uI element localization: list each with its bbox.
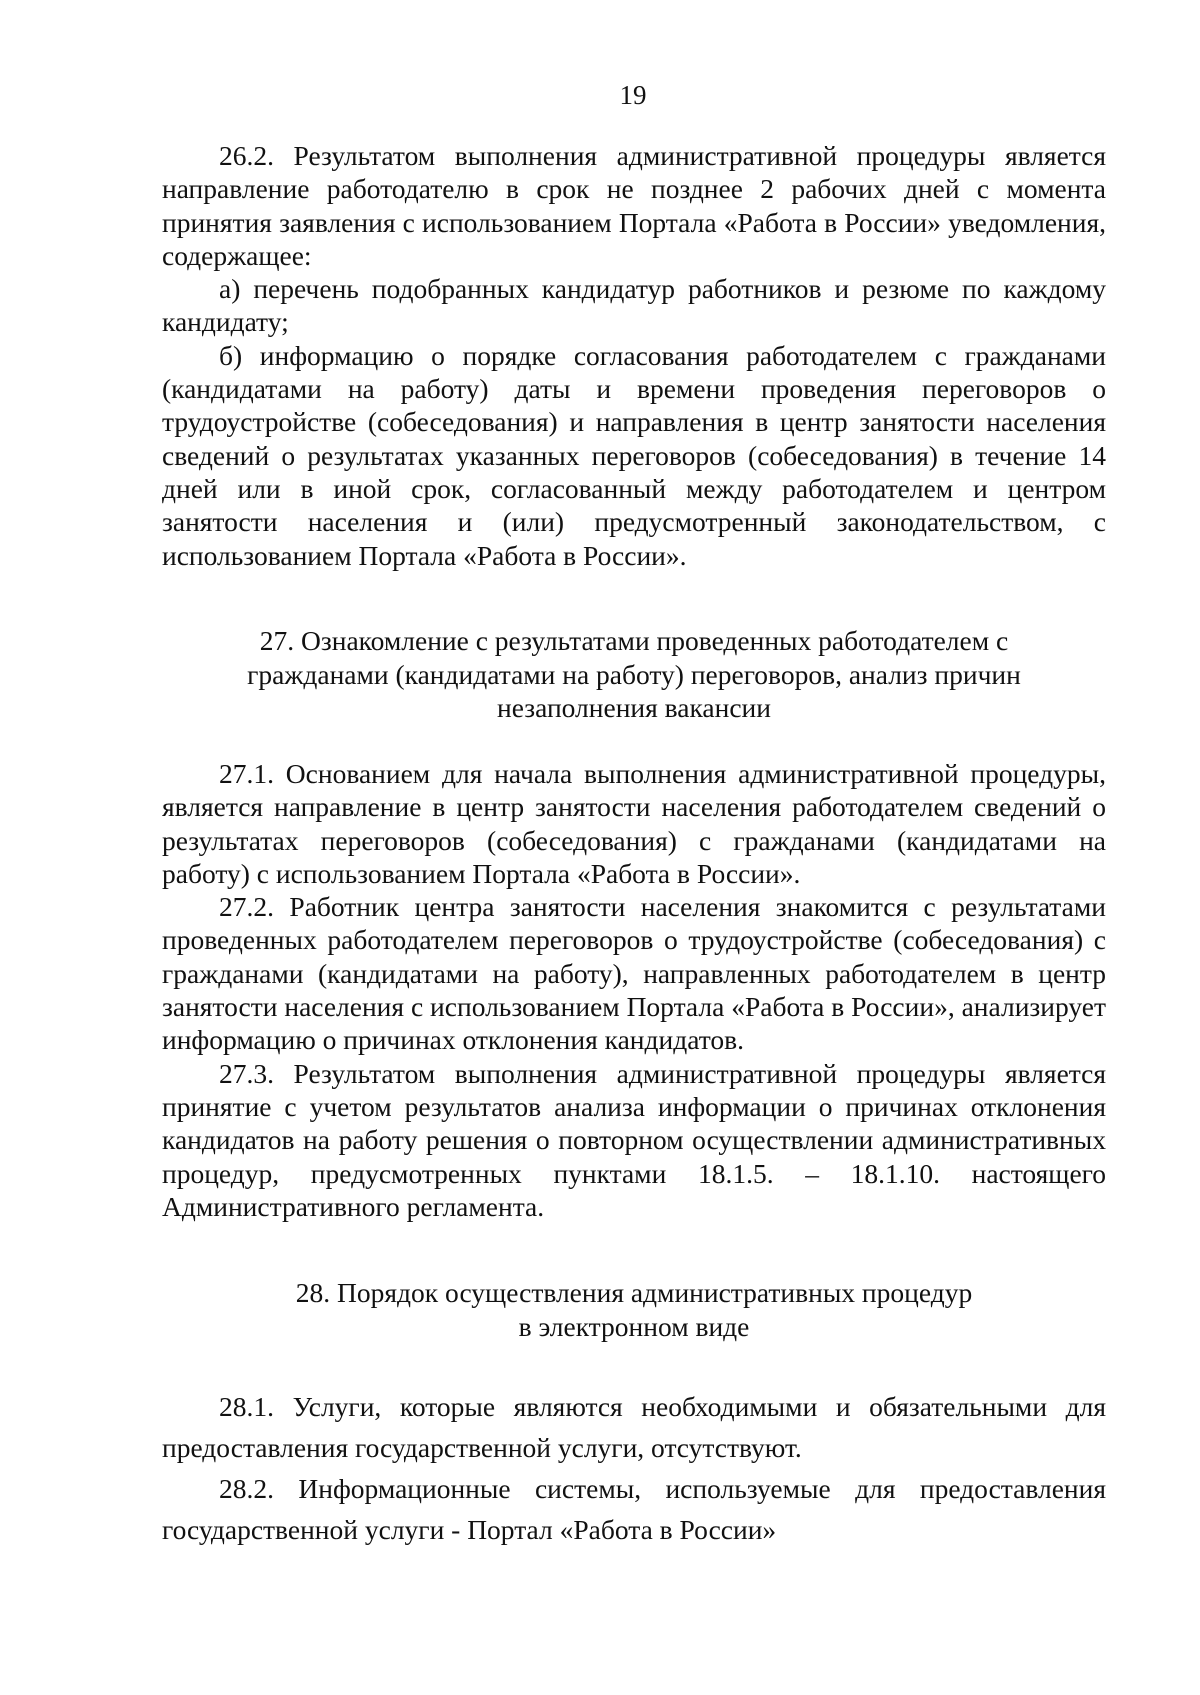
list-item-a: а) перечень подобранных кандидатур работников и резюме по каждому кандидату; — [162, 273, 1106, 338]
heading-line: 28. Порядок осуществления административных процедур — [295, 1277, 973, 1308]
paragraph-27-3: 27.3. Результатом выполнения административной процедуры является принятие с учетом результатов анализа информации о причинах отклонения кандидатов на работу решения о повторном осуществлении административных процедур, предусмотренных пунктами 18.1.5. – 18.1.10. настоящего Административного регламента. — [162, 1057, 1106, 1222]
section-26-continuation — [162, 139, 1106, 572]
paragraph-27-1: 27.1. Основанием для начала выполнения административной процедуры, является направление в центр занятости населения работодателем сведений о результатах переговоров (собеседования) с гражданами (кандидатами на работу) с использованием Портала «Работа в России». — [162, 758, 1106, 889]
heading-line: гражданами (кандидатами на работу) переговоров, анализ причин — [247, 658, 1021, 690]
section-27-body — [162, 757, 1106, 1223]
section-28-body — [162, 1386, 1106, 1550]
heading-line: в электронном виде — [518, 1310, 750, 1342]
section-27-heading — [162, 624, 1106, 725]
section-28-heading — [162, 1276, 1106, 1343]
paragraph-27-2: 27.2. Работник центра занятости населения знакомится с результатами проведенных работодателем переговоров о трудоустройстве (собеседования) с гражданами (кандидатами на работу), направленных работодателем в центр занятости населения с использованием Портала «Работа в России», анализирует информацию о причинах отклонения кандидатов. — [162, 891, 1106, 1056]
paragraph-28-2: 28.2. Информационные системы, используемые для предоставления государственной услуги - Портал «Работа в России» — [162, 1473, 1106, 1545]
paragraph-28-1: 28.1. Услуги, которые являются необходимыми и обязательными для предоставления государственной услуги, отсутствуют. — [162, 1391, 1106, 1463]
page-number: 19 — [619, 80, 647, 110]
paragraph-26-2: 26.2. Результатом выполнения административной процедуры является направление работодателю в срок не позднее 2 рабочих дней с момента принятия заявления с использованием Портала «Работа в России» уведомления, содержащее: — [162, 140, 1106, 271]
list-item-b: б) информацию о порядке согласования работодателем с гражданами (кандидатами на работу) даты и времени проведения переговоров о трудоустройстве (собеседования) и направления в центр занятости населения сведений о результатах указанных переговоров (собеседования) в течение 14 дней или в иной срок, согласованный между работодателем и центром занятости населения и (или) предусмотренный законодательством, с использованием Портала «Работа в России». — [162, 339, 1106, 571]
heading-line: незаполнения вакансии — [496, 692, 771, 723]
heading-line: 27. Ознакомление с результатами проведенных работодателем с — [259, 625, 1009, 656]
